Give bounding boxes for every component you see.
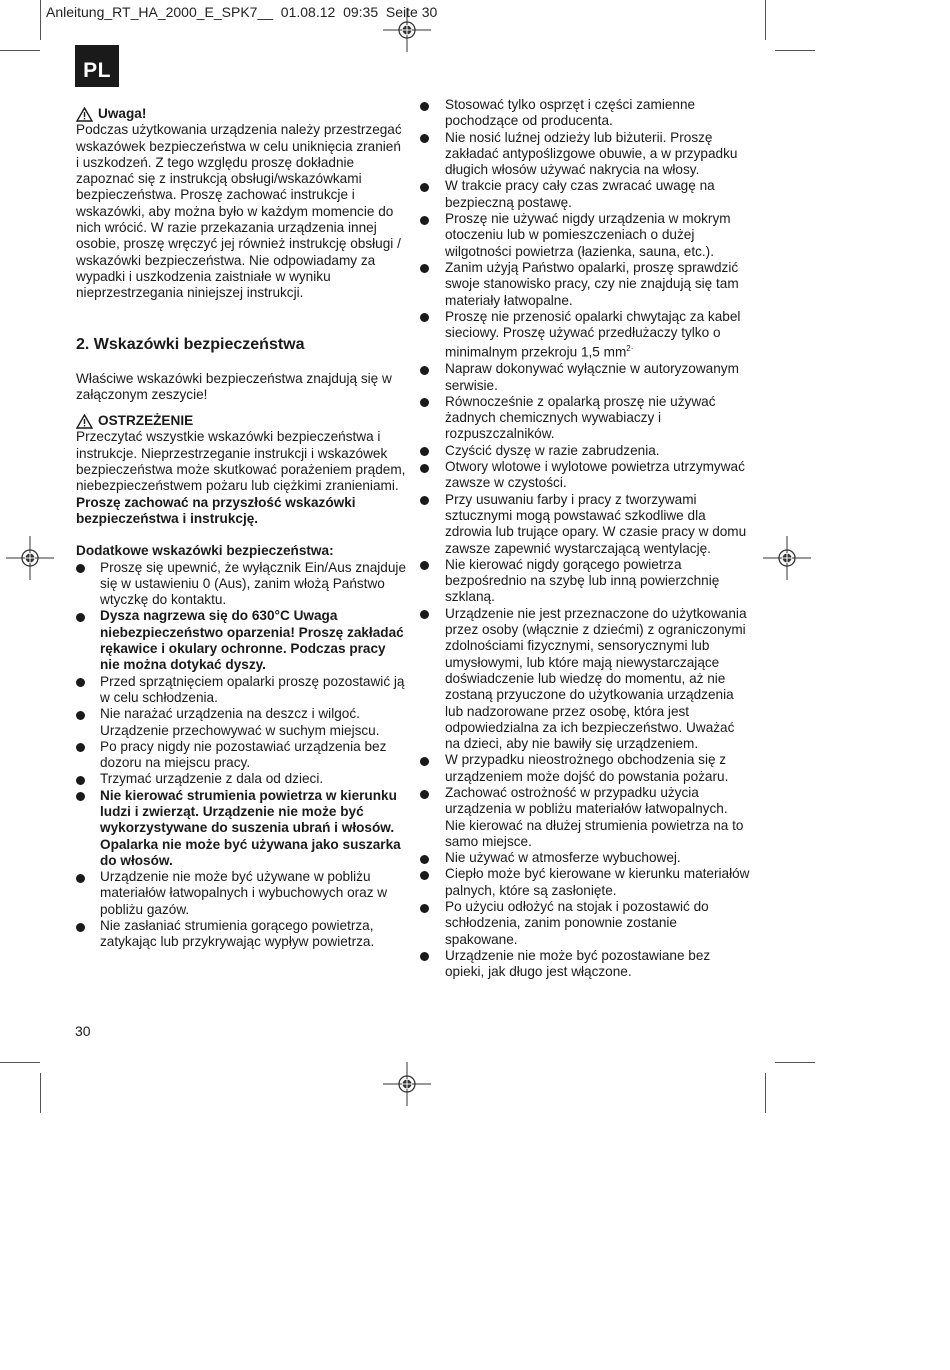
list-item: Po użyciu odłożyć na stojak i pozostawić do schłodzenia, zanim ponownie zostanie spakowane. [420, 899, 750, 948]
list-item: Trzymać urządzenie z dala od dzieci. [76, 771, 406, 787]
list-item: Nie zasłaniać strumienia gorącego powietrza, zatykając lub przykrywając wypływ powietrza. [76, 918, 406, 951]
list-item: W przypadku nieostrożnego obchodzenia się z urządzeniem może dojść do powstania pożaru. [420, 752, 750, 785]
list-item: Urządzenie nie jest przeznaczone do użytkowania przez osoby (włącznie z dziećmi) z ograniczonymi zdolnościami fizycznymi, sensorycznymi lub umysłowymi, lub które mają niewystarczające doświadczenie lub wiedzę do momentu, aż nie zostaną przyuczone do użytkowania urządzenia lub nadzorowane przez osobę, która jest odpowiedzialna za ich bezpieczeństwo. Uważać na dzieci, aby nie bawiły się urządzeniem. [420, 606, 750, 753]
left-bullet-list [76, 560, 406, 951]
section-title: 2. Wskazówki bezpieczeństwa [76, 335, 305, 353]
list-item [420, 309, 750, 361]
list-item: Nie używać w atmosferze wybuchowej. [420, 850, 750, 866]
superscript: 2 [626, 344, 631, 354]
list-item: Nie narażać urządzenia na deszcz i wilgoć. Urządzenie przechowywać w suchym miejscu. [76, 706, 406, 739]
list-item: Nie nosić luźnej odzieży lub biżuterii. Proszę zakładać antypoślizgowe obuwie, a w przypadku długich włosów używać nakrycia na włosy. [420, 130, 750, 179]
list-item: Urządzenie nie może być pozostawiane bez opieki, jak długo jest włączone. [420, 948, 750, 981]
list-item: W trakcie pracy cały czas zwracać uwagę na bezpieczną postawę. [420, 178, 750, 211]
list-item: Napraw dokonywać wyłącznie w autoryzowanym serwisie. [420, 361, 750, 394]
list-item: Przed sprzątnięciem opalarki proszę pozostawić ją w celu schłodzenia. [76, 674, 406, 707]
list-item: Otwory wlotowe i wylotowe powietrza utrzymywać zawsze w czystości. [420, 459, 750, 492]
list-item: Urządzenie nie może być używane w pobliżu materiałów łatwopalnych i wybuchowych oraz w pobliżu gazów. [76, 869, 406, 918]
warning-heading [76, 413, 406, 429]
warning-triangle-icon [76, 107, 93, 122]
list-item: Po pracy nigdy nie pozostawiać urządzenia bez dozoru na miejscu pracy. [76, 739, 406, 772]
list-item: Zachować ostrożność w przypadku użycia urządzenia w pobliżu materiałów łatwopalnych. Nie kierować na dłużej strumienia powietrza na to samo miejsce. [420, 785, 750, 850]
list-item: Przy usuwaniu farby i pracy z tworzywami sztucznymi mogą powstawać szkodliwe dla zdrowia lub trujące opary. W czasie pracy w domu zawsze zapewnić wystarczającą wentylację. [420, 492, 750, 557]
warning-text: Przeczytać wszystkie wskazówki bezpieczeństwa i instrukcje. Nieprzestrzeganie instrukcji i wskazówek bezpieczeństwa może skutkować porażeniem prądem, niebezpieczeństwem pożaru lub ciężkimi zranieniami. [76, 429, 406, 494]
registration-mark-icon [383, 1062, 431, 1106]
list-item: Ciepło może być kierowane w kierunku materiałów palnych, które są zasłonięte. [420, 866, 750, 899]
list-item: Stosować tylko osprzęt i części zamienne pochodzące od producenta. [420, 97, 750, 130]
warning-triangle-icon [76, 414, 93, 429]
warning-title: OSTRZEŻENIE [98, 413, 194, 429]
list-item-text: Proszę nie przenosić opalarki chwytając za kabel sieciowy. Proszę używać przedłużaczy tylko o minimalnym przekroju 1,5 mm [445, 308, 741, 360]
list-item: Proszę się upewnić, że wyłącznik Ein/Aus znajduje się w ustawieniu 0 (Aus), zanim włożą Państwo wtyczkę do kontaktu. [76, 560, 406, 609]
additional-title: Dodatkowe wskazówki bezpieczeństwa: [76, 543, 334, 559]
crop-mark-bottom-right-h [775, 1062, 815, 1063]
page-number: 30 [75, 1023, 91, 1039]
superscript-suffix: · [630, 344, 634, 354]
registration-mark-icon [383, 8, 431, 52]
list-item: Nie kierować strumienia powietrza w kierunku ludzi i zwierząt. Urządzenie nie może być wykorzystywane do suszenia ubrań i włosów. Opalarka nie może być używana jako suszarka do włosów. [76, 788, 406, 869]
registration-mark-icon [6, 536, 54, 580]
crop-mark-top-left-h [0, 50, 40, 51]
list-item: Czyścić dyszę w razie zabrudzenia. [420, 443, 750, 459]
crop-mark-bottom-left-h [0, 1062, 40, 1063]
left-column [76, 106, 406, 951]
language-tag: PL [75, 45, 119, 87]
uwaga-heading [76, 106, 406, 122]
list-item: Proszę nie używać nigdy urządzenia w mokrym otoczeniu lub w pomieszczeniach o dużej wilgotności powietrza (łazienka, sauna, etc.). [420, 211, 750, 260]
crop-mark-bottom-left-v [40, 1073, 41, 1113]
list-item: Dysza nagrzewa się do 630°C Uwaga niebezpieczeństwo oparzenia! Proszę zakładać rękawice i okulary ochronne. Podczas pracy nie można dotykać dyszy. [76, 608, 406, 673]
crop-mark-top-right-v [765, 0, 766, 40]
warning-bold-text: Proszę zachować na przyszłość wskazówki bezpieczeństwa i instrukcję. [76, 494, 356, 526]
section-intro: Właściwe wskazówki bezpieczeństwa znajdują się w załączonym zeszycie! [76, 370, 392, 402]
list-item: Zanim użyją Państwo opalarki, proszę sprawdzić swoje stanowisko pracy, czy nie znajdują się tam materiały łatwopalne. [420, 260, 750, 309]
registration-mark-icon [763, 536, 811, 580]
uwaga-title: Uwaga! [98, 106, 147, 121]
crop-mark-bottom-right-v [765, 1073, 766, 1113]
list-item: Równocześnie z opalarką proszę nie używać żadnych chemicznych wywabiaczy i rozpuszczalników. [420, 394, 750, 443]
right-column [420, 97, 750, 981]
list-item: Nie kierować nigdy gorącego powietrza bezpośrednio na szybę lub inną powierzchnię szklaną. [420, 557, 750, 606]
crop-mark-top-left-v [40, 0, 41, 40]
right-bullet-list [420, 97, 750, 981]
uwaga-text: Podczas użytkowania urządzenia należy przestrzegać wskazówek bezpieczeństwa w celu uniknięcia zranień i uszkodzeń. Z tego względu proszę dokładnie zapoznać się z instrukcją obsługi/wskazówkami bezpieczeństwa. Proszę zachować instrukcje i wskazówki, aby można było w każdym momencie do nich wrócić. W razie przekazania urządzenia innej osobie, proszę wręczyć jej również instrukcję obsługi / wskazówki bezpieczeństwa. Nie odpowiadamy za wypadki i uszkodzenia zaistniałe w wyniku nieprzestrzegania niniejszej instrukcji. [76, 122, 402, 301]
print-header: Anleitung_RT_HA_2000_E_SPK7__ 01.08.12 09:35 Seite 30 [46, 4, 438, 20]
crop-mark-top-right-h [775, 50, 815, 51]
